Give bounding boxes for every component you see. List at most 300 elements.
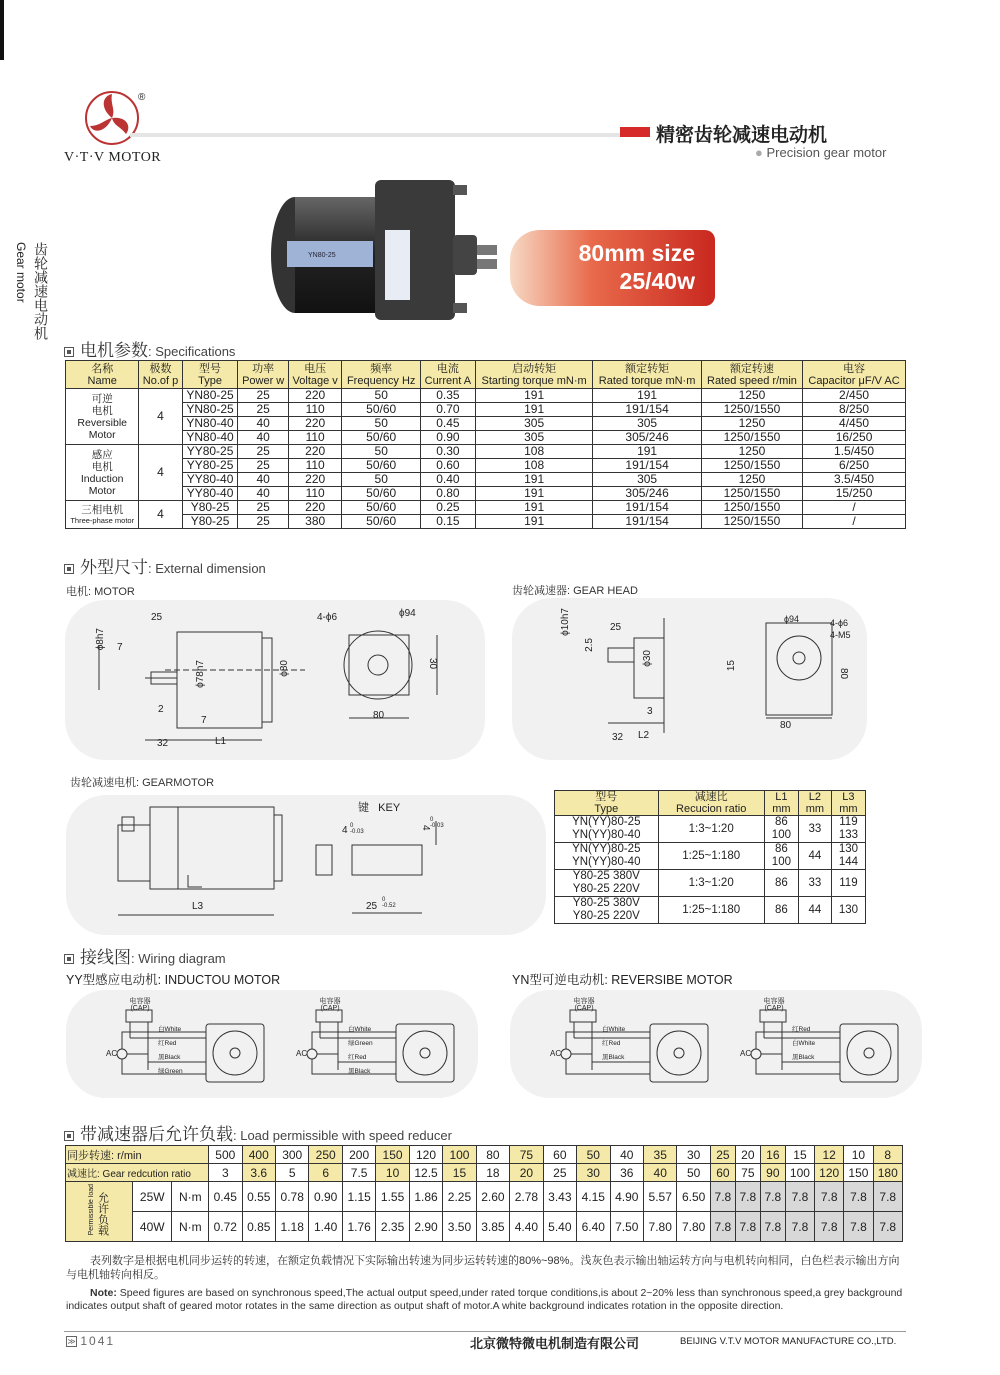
header-title-en-text: Precision gear motor bbox=[766, 145, 887, 160]
spec-cell: 50/60 bbox=[342, 459, 420, 473]
type-cell bbox=[555, 843, 659, 870]
spec-row bbox=[66, 403, 906, 417]
note-zh: 表列数字是根据电机同步运转的转速，在额定负载情况下实际输出转速为同步运转转速的80%~98%。浅灰色表示输出轴运转方向与电机转向相同，白色栏表示输出方向与电机轴转向相反。 bbox=[66, 1255, 900, 1281]
spec-cell: 380 bbox=[288, 515, 342, 529]
gh-32: 32 bbox=[612, 732, 624, 743]
dim-80: 80 bbox=[373, 710, 385, 721]
section-wiring-en: : Wiring diagram bbox=[131, 951, 226, 966]
yn-wiring-title: YN型可逆电动机: REVERSIBE MOTOR bbox=[512, 973, 733, 987]
ratio-cell: 1:25~1:180 bbox=[658, 897, 764, 924]
type-header-bottom: mm bbox=[805, 803, 825, 815]
spec-cell: 305/246 bbox=[593, 487, 701, 501]
ratio-cell: 1:25~1:180 bbox=[658, 843, 764, 870]
spec-cell: 1250 bbox=[701, 417, 802, 431]
spec-cell: YN80-40 bbox=[182, 431, 238, 445]
side-label-en: Gear motor bbox=[14, 242, 28, 303]
gm-L3: L3 bbox=[192, 901, 204, 912]
l1-cell bbox=[764, 816, 798, 843]
key-4: 4 bbox=[342, 825, 348, 836]
l2-cell: 44 bbox=[798, 897, 831, 924]
dim-d94: ϕ94 bbox=[399, 608, 416, 619]
spec-cell: 110 bbox=[288, 403, 342, 417]
spec-cell: 8/250 bbox=[803, 403, 906, 417]
spec-cell: 0.30 bbox=[420, 445, 475, 459]
spec-cell: 191 bbox=[475, 515, 593, 529]
side-label-zh: 齿轮减速电动机 bbox=[32, 242, 48, 340]
ac-label: AC bbox=[740, 1049, 752, 1058]
spec-cell: 191 bbox=[593, 445, 701, 459]
spec-group-name-en: Reversible Motor bbox=[77, 416, 127, 441]
load-table bbox=[65, 1145, 903, 1242]
type-header-bottom: Type bbox=[594, 803, 619, 815]
section-dim-title bbox=[64, 553, 266, 578]
load-value: 2.78 bbox=[510, 1182, 543, 1212]
spec-cell: 16/250 bbox=[803, 431, 906, 445]
spec-cell: 40 bbox=[238, 487, 288, 501]
speed-cell: 8 bbox=[873, 1146, 902, 1164]
spec-cell: 25 bbox=[238, 445, 288, 459]
gh-L2: L2 bbox=[638, 730, 650, 741]
l3-value: 133 bbox=[838, 829, 859, 841]
spec-group-name-zh: 感应 电机 bbox=[91, 448, 113, 473]
l1-value: 86 bbox=[774, 876, 788, 889]
load-row bbox=[66, 1182, 903, 1212]
gh-15: 15 bbox=[726, 660, 737, 672]
spec-header-zh: 频率 bbox=[370, 362, 393, 375]
capacitor-label: 电容器 (CAP) bbox=[573, 998, 595, 1012]
wire-color-label: 黑Black bbox=[348, 1068, 371, 1075]
note-en-text: Speed figures are based on synchronous speed,The actual output speed,under rated torque conditions,is about 2~20% less than synchronous speed,a grey background indicates output shaft of geared motor rotates in the same direction as output shaft of motor.A white background indicates rotation in the opposite direction. bbox=[66, 1287, 903, 1312]
spec-header-cell bbox=[66, 361, 139, 389]
load-value: 1.86 bbox=[409, 1182, 442, 1212]
motor-nameplate: YN80-25 bbox=[308, 252, 336, 259]
spec-cell: 1250 bbox=[701, 473, 802, 487]
spec-group-name bbox=[66, 501, 139, 529]
ac-label: AC bbox=[296, 1049, 308, 1058]
wire-color-label: 白White bbox=[792, 1040, 816, 1047]
spec-header-zh: 型号 bbox=[199, 362, 222, 375]
type-row bbox=[555, 816, 866, 843]
load-value: 7.8 bbox=[873, 1212, 902, 1242]
load-value: 5.57 bbox=[643, 1182, 676, 1212]
load-value: 3.50 bbox=[443, 1212, 476, 1242]
l1-cell bbox=[764, 843, 798, 870]
spec-cell: 220 bbox=[288, 473, 342, 487]
spec-cell: 0.25 bbox=[420, 501, 475, 515]
spec-cell: 0.90 bbox=[420, 431, 475, 445]
dim-32: 32 bbox=[157, 738, 169, 749]
spec-cell: Y80-25 bbox=[182, 515, 238, 529]
size-banner bbox=[510, 230, 715, 306]
l1-value: 86 bbox=[774, 903, 788, 916]
dim-2: 2 bbox=[158, 704, 164, 715]
speed-cell: 16 bbox=[760, 1146, 785, 1164]
l3-cell bbox=[831, 843, 865, 870]
spec-header-cell bbox=[238, 361, 288, 389]
spec-cell: 0.45 bbox=[420, 417, 475, 431]
ratio-cell: 7.5 bbox=[342, 1164, 375, 1182]
l2-cell: 33 bbox=[798, 870, 831, 897]
spec-header-cell bbox=[420, 361, 475, 389]
ratio-cell: 90 bbox=[760, 1164, 785, 1182]
speed-cell: 250 bbox=[309, 1146, 342, 1164]
l3-value: 130 bbox=[838, 843, 859, 855]
spec-row bbox=[66, 389, 906, 403]
type-header-top: L3 bbox=[842, 791, 855, 803]
motor-label: 电机: MOTOR bbox=[66, 586, 135, 598]
spec-row bbox=[66, 431, 906, 445]
type-name: Y80-25 220V bbox=[572, 910, 640, 922]
spec-cell: 1250/1550 bbox=[701, 459, 802, 473]
section-spec-title bbox=[64, 336, 235, 361]
l1-value: 100 bbox=[771, 829, 791, 841]
spec-cell: 40 bbox=[238, 473, 288, 487]
spec-row bbox=[66, 417, 906, 431]
ratio-cell: 1:3~1:20 bbox=[658, 816, 764, 843]
footer-page bbox=[66, 1334, 115, 1348]
gh-3: 3 bbox=[647, 706, 653, 717]
spec-cell: 108 bbox=[475, 459, 593, 473]
load-value: 7.80 bbox=[677, 1212, 710, 1242]
type-cell bbox=[555, 870, 659, 897]
gearmotor-dimension-drawing bbox=[66, 795, 546, 935]
wire-color-label: 红Red bbox=[158, 1040, 177, 1047]
type-header-cell bbox=[658, 791, 764, 816]
unit-cell: N·m bbox=[172, 1182, 209, 1212]
spec-header-en: Power w bbox=[242, 374, 285, 387]
load-value: 7.8 bbox=[815, 1182, 844, 1212]
speed-cell: 12 bbox=[815, 1146, 844, 1164]
type-header-cell bbox=[831, 791, 865, 816]
load-value: 7.8 bbox=[844, 1182, 873, 1212]
spec-header-zh: 电容 bbox=[843, 362, 866, 375]
type-name: Y80-25 220V bbox=[572, 883, 640, 895]
wire-color-label: 黑Black bbox=[792, 1054, 815, 1061]
spec-cell: 191/154 bbox=[593, 515, 701, 529]
spec-cell: YN80-25 bbox=[182, 389, 238, 403]
spec-cell: 220 bbox=[288, 389, 342, 403]
l3-value: 144 bbox=[838, 856, 859, 868]
spec-cell: 191 bbox=[475, 473, 593, 487]
spec-cell: 305 bbox=[593, 417, 701, 431]
spec-cell: 0.40 bbox=[420, 473, 475, 487]
unit-cell: N·m bbox=[172, 1212, 209, 1242]
spec-cell: 50/60 bbox=[342, 487, 420, 501]
spec-cell: YN80-40 bbox=[182, 417, 238, 431]
speed-cell: 200 bbox=[342, 1146, 375, 1164]
spec-cell: 191/154 bbox=[593, 403, 701, 417]
spec-cell: 1250 bbox=[701, 389, 802, 403]
spec-cell: 50 bbox=[342, 389, 420, 403]
load-value: 0.90 bbox=[309, 1182, 342, 1212]
speed-cell: 10 bbox=[844, 1146, 873, 1164]
type-row bbox=[555, 870, 866, 897]
speed-row bbox=[66, 1146, 903, 1164]
type-cell bbox=[555, 897, 659, 924]
note-en-label: Note: bbox=[90, 1287, 117, 1299]
type-row bbox=[555, 843, 866, 870]
load-side-zh: 允许负载 bbox=[96, 1191, 109, 1236]
type-name: Y80-25 380V bbox=[572, 897, 640, 909]
spec-group-name-en: Induction Motor bbox=[80, 472, 124, 497]
spec-header-en: Voltage v bbox=[292, 374, 338, 387]
ratio-cell: 6 bbox=[309, 1164, 342, 1182]
ac-label: AC bbox=[106, 1049, 118, 1058]
header-rule bbox=[130, 133, 620, 137]
ratio-row bbox=[66, 1164, 903, 1182]
spec-cell: 50/60 bbox=[342, 501, 420, 515]
wire-color-label: 红Red bbox=[602, 1040, 621, 1047]
spec-cell: 40 bbox=[238, 431, 288, 445]
spec-cell: 305 bbox=[475, 431, 593, 445]
ratio-cell: 18 bbox=[476, 1164, 509, 1182]
gh-2_5: 2.5 bbox=[584, 638, 595, 652]
ratio-cell: 120 bbox=[815, 1164, 844, 1182]
wire-color-label: 白White bbox=[158, 1026, 182, 1033]
speed-cell: 300 bbox=[275, 1146, 308, 1164]
spec-cell: YN80-25 bbox=[182, 403, 238, 417]
speed-cell: 15 bbox=[785, 1146, 814, 1164]
spec-header-zh: 额定转矩 bbox=[625, 362, 670, 375]
section-dim-en: : External dimension bbox=[148, 561, 266, 576]
spec-header-cell bbox=[701, 361, 802, 389]
ratio-cell: 150 bbox=[844, 1164, 873, 1182]
spec-cell: 220 bbox=[288, 445, 342, 459]
spec-cell: 50 bbox=[342, 445, 420, 459]
spec-cell: 1250 bbox=[701, 445, 802, 459]
page-number: 1041 bbox=[80, 1334, 116, 1348]
spec-group-poles: 4 bbox=[139, 389, 182, 445]
spec-header-en: Type bbox=[198, 374, 222, 387]
load-value: 0.85 bbox=[242, 1212, 275, 1242]
section-wiring-title bbox=[64, 943, 226, 968]
ratio-cell: 5 bbox=[275, 1164, 308, 1182]
spec-cell: YY80-25 bbox=[182, 445, 238, 459]
spec-cell: Y80-25 bbox=[182, 501, 238, 515]
ratio-cell: 1:3~1:20 bbox=[658, 870, 764, 897]
spec-header-en: Name bbox=[87, 374, 117, 387]
spec-cell: 1250/1550 bbox=[701, 487, 802, 501]
type-header-cell bbox=[798, 791, 831, 816]
load-row bbox=[66, 1212, 903, 1242]
motor-image-icon bbox=[265, 175, 505, 335]
spec-group-poles: 4 bbox=[139, 445, 182, 501]
type-header-cell bbox=[764, 791, 798, 816]
load-value: 7.50 bbox=[610, 1212, 643, 1242]
spec-group-name-zh: 三相电机 bbox=[81, 504, 124, 516]
dim-7a: 7 bbox=[117, 642, 123, 653]
l1-value: 86 bbox=[774, 843, 788, 855]
type-name: Y80-25 380V bbox=[572, 870, 640, 882]
spec-header-en: Rated speed r/min bbox=[707, 374, 797, 387]
spec-cell: 191 bbox=[475, 389, 593, 403]
spec-cell: 0.35 bbox=[420, 389, 475, 403]
ratio-label: 减速比: Gear redcution ratio bbox=[66, 1164, 209, 1182]
spec-group-name bbox=[66, 445, 139, 501]
l3-cell bbox=[831, 897, 865, 924]
wire-color-label: 黑Black bbox=[158, 1054, 181, 1061]
yy-wiring-title: YY型感应电动机: INDUCTOU MOTOR bbox=[66, 973, 281, 987]
spec-cell: 25 bbox=[238, 515, 288, 529]
spec-cell: 0.15 bbox=[420, 515, 475, 529]
footer-company-en: BEIJING V.T.V MOTOR MANUFACTURE CO.,LTD. bbox=[680, 1336, 897, 1347]
capacitor-label: 电容器 (CAP) bbox=[763, 998, 785, 1012]
spec-cell: 40 bbox=[238, 417, 288, 431]
section-box-icon bbox=[64, 1131, 74, 1141]
spec-header-zh: 极数 bbox=[149, 362, 172, 375]
ratio-cell: 10 bbox=[376, 1164, 409, 1182]
spec-header-cell bbox=[803, 361, 906, 389]
load-value: 1.76 bbox=[342, 1212, 375, 1242]
gh-80h: 80 bbox=[780, 720, 792, 731]
spec-header-zh: 功率 bbox=[252, 362, 275, 375]
spec-cell: 50/60 bbox=[342, 403, 420, 417]
key-25-tol: 0 -0.52 bbox=[382, 897, 396, 909]
load-value: 5.40 bbox=[543, 1212, 576, 1242]
spec-group-name-zh: 可逆 电机 bbox=[91, 392, 113, 417]
brand-name: V·T·V MOTOR bbox=[64, 150, 162, 165]
spec-header-en: No.of p bbox=[142, 374, 179, 387]
spec-cell: 0.80 bbox=[420, 487, 475, 501]
type-name: YN(YY)80-25 bbox=[572, 843, 641, 855]
load-value: 7.8 bbox=[785, 1212, 814, 1242]
note-en bbox=[66, 1287, 906, 1313]
spec-cell: 25 bbox=[238, 389, 288, 403]
dim-d80: ϕ80 bbox=[279, 660, 290, 677]
spec-cell: 1250/1550 bbox=[701, 403, 802, 417]
l2-cell: 33 bbox=[798, 816, 831, 843]
wire-color-label: 白White bbox=[348, 1026, 372, 1033]
load-value: 7.8 bbox=[815, 1212, 844, 1242]
footer-rule bbox=[64, 1331, 906, 1332]
type-header-row bbox=[555, 791, 866, 816]
spec-cell: YY80-25 bbox=[182, 459, 238, 473]
speed-cell: 60 bbox=[543, 1146, 576, 1164]
load-value: 7.8 bbox=[735, 1212, 760, 1242]
spec-cell: YY80-40 bbox=[182, 487, 238, 501]
spec-cell: 191 bbox=[475, 403, 593, 417]
spec-cell: 50 bbox=[342, 473, 420, 487]
load-value: 1.18 bbox=[275, 1212, 308, 1242]
spec-cell: 110 bbox=[288, 487, 342, 501]
l3-cell bbox=[831, 870, 865, 897]
capacitor-label: 电容器 (CAP) bbox=[129, 998, 151, 1012]
spec-cell: 110 bbox=[288, 459, 342, 473]
spec-cell: 6/250 bbox=[803, 459, 906, 473]
spec-header-cell bbox=[593, 361, 701, 389]
load-value: 4.90 bbox=[610, 1182, 643, 1212]
load-value: 7.8 bbox=[844, 1212, 873, 1242]
spec-header-zh: 额定转速 bbox=[729, 362, 774, 375]
spec-cell: / bbox=[803, 501, 906, 515]
key-4-tol: 0 -0.03 bbox=[350, 823, 364, 835]
banner-line2: 25/40w bbox=[619, 268, 695, 294]
gh-hole: 4-ϕ6 bbox=[830, 618, 849, 628]
header-title-zh: 精密齿轮减速电动机 bbox=[656, 124, 828, 146]
load-value: 7.80 bbox=[643, 1212, 676, 1242]
spec-row bbox=[66, 487, 906, 501]
spec-cell: 191/154 bbox=[593, 501, 701, 515]
ratio-cell: 75 bbox=[735, 1164, 760, 1182]
vtv-logo-icon bbox=[82, 88, 142, 148]
ratio-cell: 20 bbox=[510, 1164, 543, 1182]
wire-color-label: 绿Green bbox=[348, 1040, 373, 1047]
dim-hole: 4-ϕ6 bbox=[317, 612, 338, 623]
type-name: YN(YY)80-25 bbox=[572, 816, 641, 828]
motor-dimension-drawing bbox=[65, 600, 485, 760]
spec-cell: 0.70 bbox=[420, 403, 475, 417]
spec-cell: 191/154 bbox=[593, 459, 701, 473]
section-box-icon bbox=[64, 347, 74, 357]
load-value: 1.40 bbox=[309, 1212, 342, 1242]
ratio-cell: 100 bbox=[785, 1164, 814, 1182]
gearmotor-drawing bbox=[66, 795, 546, 935]
side-label bbox=[10, 242, 50, 362]
spec-header-cell bbox=[182, 361, 238, 389]
spec-row bbox=[66, 501, 906, 515]
spec-cell: 191 bbox=[475, 487, 593, 501]
speed-label: 同步转速: r/min bbox=[66, 1146, 209, 1164]
gh-25: 25 bbox=[610, 622, 622, 633]
ratio-cell: 15 bbox=[443, 1164, 476, 1182]
type-name: YN(YY)80-40 bbox=[572, 829, 641, 841]
type-table bbox=[554, 790, 866, 924]
l3-value: 119 bbox=[839, 816, 858, 828]
spec-header-cell bbox=[342, 361, 420, 389]
dim-25: 25 bbox=[151, 612, 163, 623]
spec-header-en: Current A bbox=[424, 374, 472, 387]
section-load-title bbox=[64, 1120, 452, 1145]
spec-cell: 25 bbox=[238, 459, 288, 473]
spec-header-en: Frequency Hz bbox=[346, 374, 416, 387]
registered-mark: ® bbox=[138, 92, 146, 103]
speed-cell: 100 bbox=[443, 1146, 476, 1164]
spec-cell: / bbox=[803, 515, 906, 529]
spec-cell: 50/60 bbox=[342, 431, 420, 445]
speed-cell: 400 bbox=[242, 1146, 275, 1164]
l1-value: 100 bbox=[771, 856, 791, 868]
dim-d78h7: ϕ78h7 bbox=[195, 660, 206, 688]
type-header-bottom: Recucion ratio bbox=[676, 803, 747, 815]
spec-cell: 0.60 bbox=[420, 459, 475, 473]
spec-cell: 2/450 bbox=[803, 389, 906, 403]
type-row bbox=[555, 897, 866, 924]
dim-30: 30 bbox=[427, 658, 438, 670]
load-side-label bbox=[66, 1182, 133, 1242]
section-load-zh: 带减速器后允许负载 bbox=[80, 1125, 233, 1145]
ratio-cell: 180 bbox=[873, 1164, 902, 1182]
ratio-cell: 12.5 bbox=[409, 1164, 442, 1182]
spec-cell: 1.5/450 bbox=[803, 445, 906, 459]
spec-cell: 25 bbox=[238, 501, 288, 515]
dim-d8h7: ϕ8h7 bbox=[95, 628, 106, 651]
spec-cell: 50/60 bbox=[342, 515, 420, 529]
spec-cell: 1250/1550 bbox=[701, 515, 802, 529]
yy-wiring-diagram bbox=[66, 990, 478, 1098]
speed-cell: 30 bbox=[677, 1146, 710, 1164]
type-header-top: 型号 bbox=[595, 791, 618, 803]
wire-color-label: 白White bbox=[602, 1026, 626, 1033]
key-25: 25 bbox=[366, 901, 378, 912]
gh-d30: ϕ30 bbox=[642, 650, 653, 667]
spec-cell: 3.5/450 bbox=[803, 473, 906, 487]
l3-value: 119 bbox=[839, 876, 858, 889]
speed-cell: 35 bbox=[643, 1146, 676, 1164]
spec-cell: 305 bbox=[475, 417, 593, 431]
key-label: 键 KEY bbox=[358, 802, 401, 814]
left-margin-bar bbox=[0, 0, 4, 60]
type-header-bottom: mm bbox=[772, 803, 791, 815]
